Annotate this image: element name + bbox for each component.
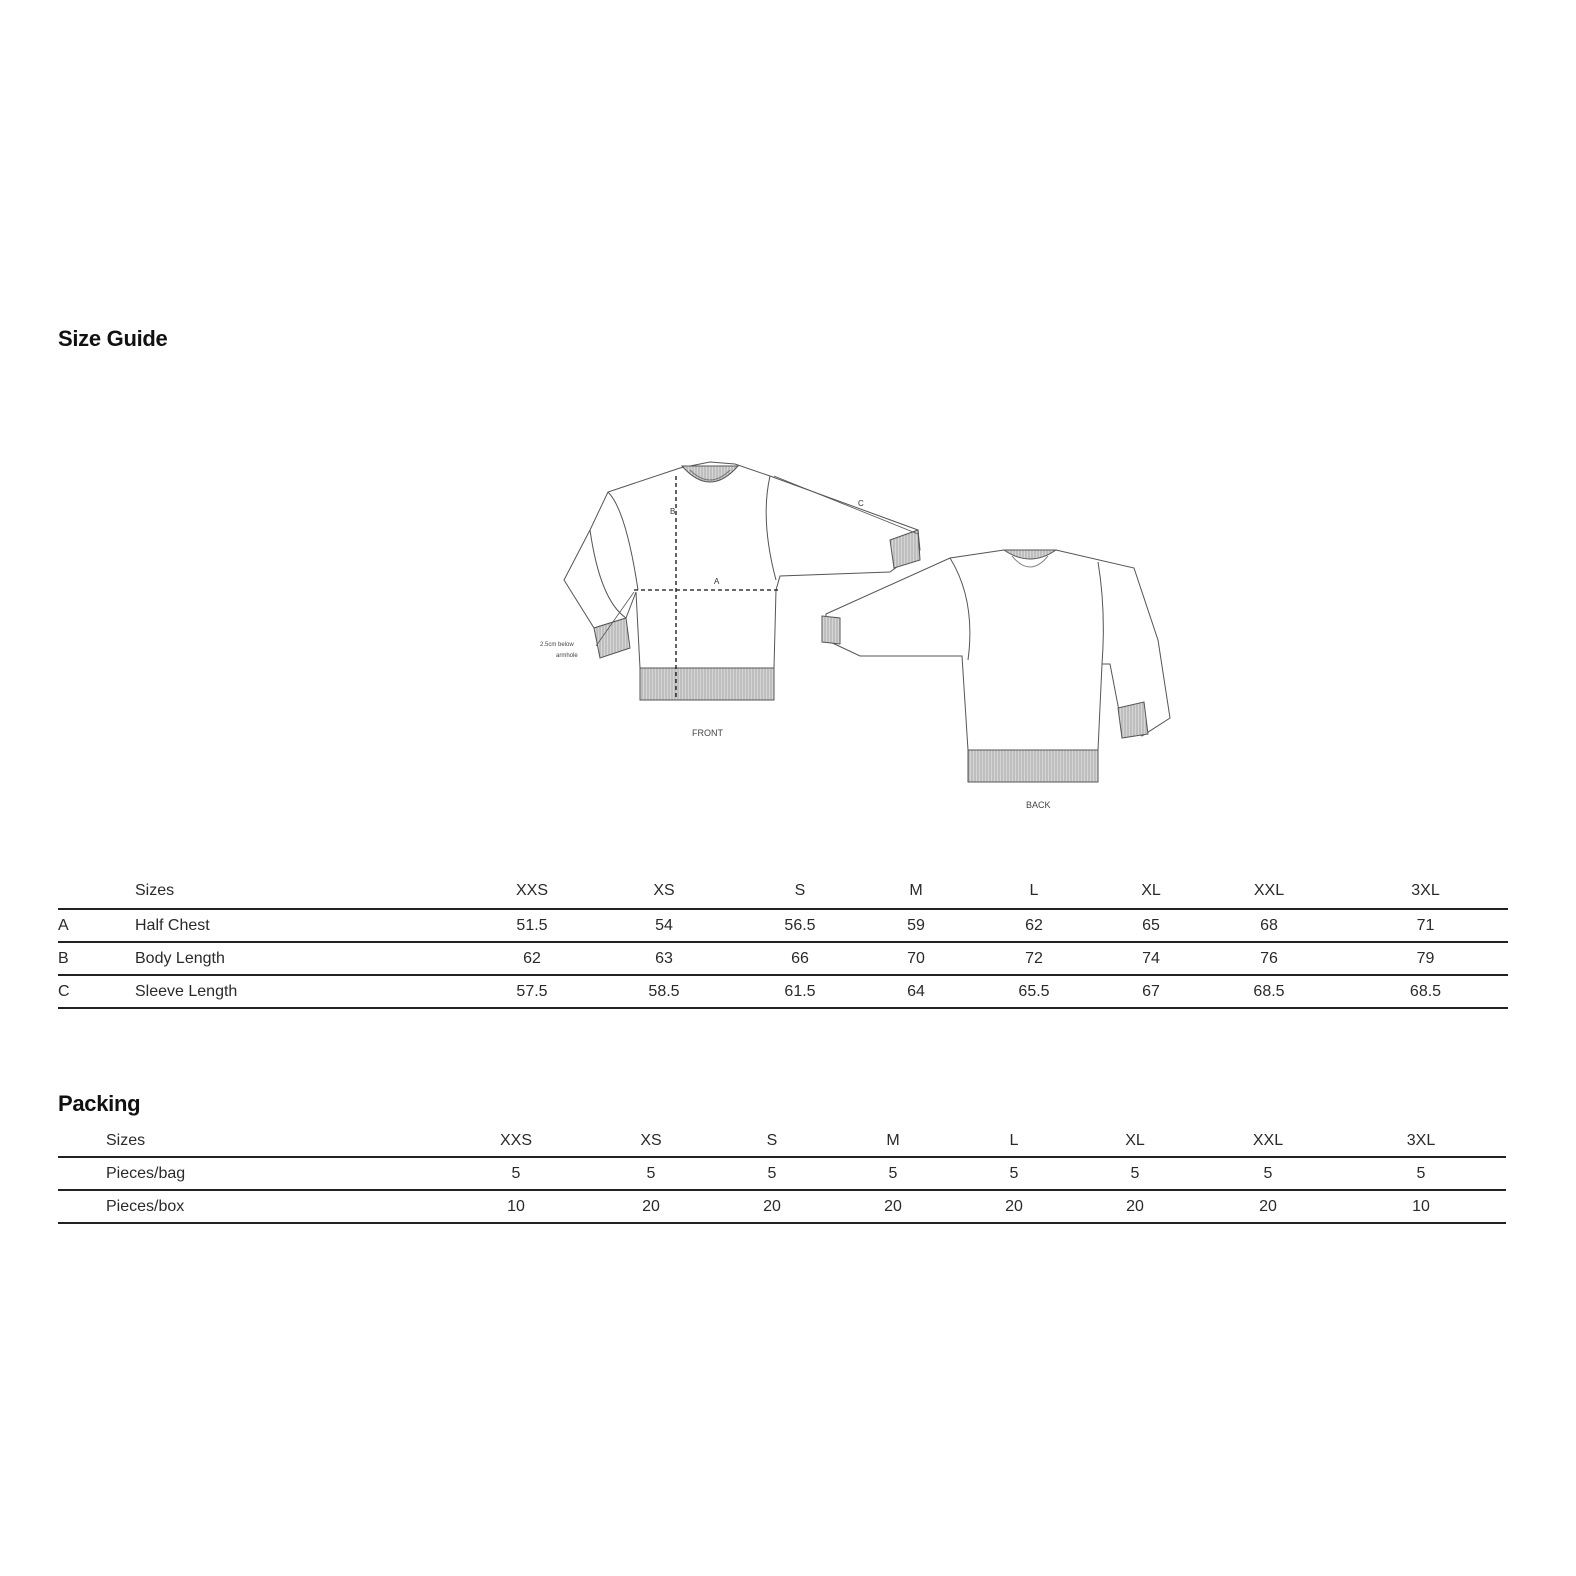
cell-value: 68.5 bbox=[1409, 982, 1442, 1000]
cell-value: 5 bbox=[1009, 1164, 1019, 1182]
cell-value: 20 bbox=[884, 1197, 902, 1215]
front-label: FRONT bbox=[692, 728, 723, 738]
packing-title: Packing bbox=[58, 1091, 141, 1116]
packing-table bbox=[58, 1126, 1506, 1224]
cell-value: 10 bbox=[1412, 1197, 1430, 1215]
cell-value: 5 bbox=[1263, 1164, 1273, 1182]
size-col-header: XXL bbox=[1253, 882, 1285, 899]
packing-header-row bbox=[58, 1126, 1506, 1157]
row-label: Body Length bbox=[135, 949, 225, 967]
blank-header bbox=[58, 1126, 106, 1157]
size-col-header: L bbox=[1029, 882, 1039, 899]
size-col-header: XS bbox=[653, 882, 675, 899]
cell-value: 5 bbox=[1416, 1164, 1426, 1182]
size-col-header: S bbox=[766, 1132, 778, 1149]
cell-value: 59 bbox=[907, 916, 925, 934]
cell-value: 70 bbox=[907, 949, 925, 967]
size-header-row bbox=[58, 874, 1508, 909]
armhole-note-line2: armhole bbox=[556, 653, 578, 659]
cell-value: 61.5 bbox=[784, 982, 816, 1000]
cell-value: 68.5 bbox=[1253, 982, 1285, 1000]
cell-value: 71 bbox=[1416, 916, 1435, 934]
row-code: B bbox=[58, 949, 69, 967]
size-col-header: 3XL bbox=[1411, 882, 1440, 899]
row-label: Pieces/box bbox=[106, 1197, 185, 1215]
row-code: C bbox=[58, 982, 70, 1000]
cell-value: 65 bbox=[1142, 916, 1160, 934]
size-col-header: L bbox=[1009, 1132, 1019, 1149]
cell-value: 5 bbox=[511, 1164, 521, 1182]
size-col-header: M bbox=[909, 882, 923, 899]
measure-b-label: B bbox=[670, 507, 676, 516]
sweatshirt-diagram bbox=[530, 450, 1190, 830]
code-header bbox=[58, 874, 135, 909]
cell-value: 20 bbox=[642, 1197, 660, 1215]
size-col-header: XXS bbox=[499, 1132, 532, 1149]
cell-value: 5 bbox=[646, 1164, 656, 1182]
back-view bbox=[822, 550, 1170, 782]
measure-a-label: A bbox=[714, 577, 720, 586]
cell-value: 58.5 bbox=[648, 982, 680, 1000]
cell-value: 62 bbox=[1025, 916, 1043, 934]
size-col-header: XS bbox=[640, 1132, 662, 1149]
cell-value: 76 bbox=[1260, 949, 1278, 967]
cell-value: 10 bbox=[507, 1197, 525, 1215]
cell-value: 74 bbox=[1142, 949, 1160, 967]
cell-value: 66 bbox=[791, 949, 809, 967]
sizes-header: Sizes bbox=[106, 1132, 146, 1149]
cell-value: 5 bbox=[888, 1164, 898, 1182]
back-label: BACK bbox=[1026, 800, 1051, 810]
row-spacer bbox=[58, 1157, 106, 1190]
row-label: Half Chest bbox=[135, 916, 210, 934]
cell-value: 64 bbox=[907, 982, 925, 1000]
sizes-header: Sizes bbox=[135, 882, 175, 899]
cell-value: 65.5 bbox=[1018, 982, 1050, 1000]
cell-value: 5 bbox=[767, 1164, 777, 1182]
table-row bbox=[58, 975, 1508, 1008]
cell-value: 20 bbox=[1005, 1197, 1023, 1215]
cell-value: 57.5 bbox=[516, 982, 548, 1000]
table-row bbox=[58, 1190, 1506, 1223]
size-col-header: XL bbox=[1125, 1132, 1145, 1149]
sweatshirt-illustration bbox=[530, 450, 1190, 830]
cell-value: 68 bbox=[1260, 916, 1278, 934]
cell-value: 5 bbox=[1130, 1164, 1140, 1182]
cell-value: 20 bbox=[1126, 1197, 1144, 1215]
cell-value: 51.5 bbox=[516, 916, 548, 934]
size-col-header: M bbox=[886, 1132, 900, 1149]
front-view bbox=[564, 462, 920, 700]
cell-value: 56.5 bbox=[784, 916, 816, 934]
size-col-header: 3XL bbox=[1406, 1132, 1436, 1149]
armhole-note-line1: 2.5cm below bbox=[540, 642, 574, 648]
row-code: A bbox=[58, 916, 69, 934]
cell-value: 72 bbox=[1025, 949, 1043, 967]
cell-value: 20 bbox=[763, 1197, 781, 1215]
size-col-header: XL bbox=[1141, 882, 1161, 899]
table-row bbox=[58, 942, 1508, 975]
row-spacer bbox=[58, 1190, 106, 1223]
table-row bbox=[58, 1157, 1506, 1190]
row-label: Sleeve Length bbox=[135, 982, 238, 1000]
size-col-header: XXS bbox=[515, 882, 548, 899]
cell-value: 20 bbox=[1259, 1197, 1277, 1215]
cell-value: 79 bbox=[1416, 949, 1435, 967]
size-guide-table bbox=[58, 874, 1508, 1009]
measure-c-label: C bbox=[858, 499, 864, 508]
cell-value: 67 bbox=[1142, 982, 1160, 1000]
size-col-header: XXL bbox=[1252, 1132, 1284, 1149]
cell-value: 63 bbox=[655, 949, 673, 967]
row-label: Pieces/bag bbox=[106, 1164, 186, 1182]
table-row bbox=[58, 909, 1508, 942]
cell-value: 62 bbox=[523, 949, 541, 967]
size-col-header: S bbox=[794, 882, 806, 899]
cell-value: 54 bbox=[655, 916, 673, 934]
size-guide-title: Size Guide bbox=[58, 326, 168, 351]
